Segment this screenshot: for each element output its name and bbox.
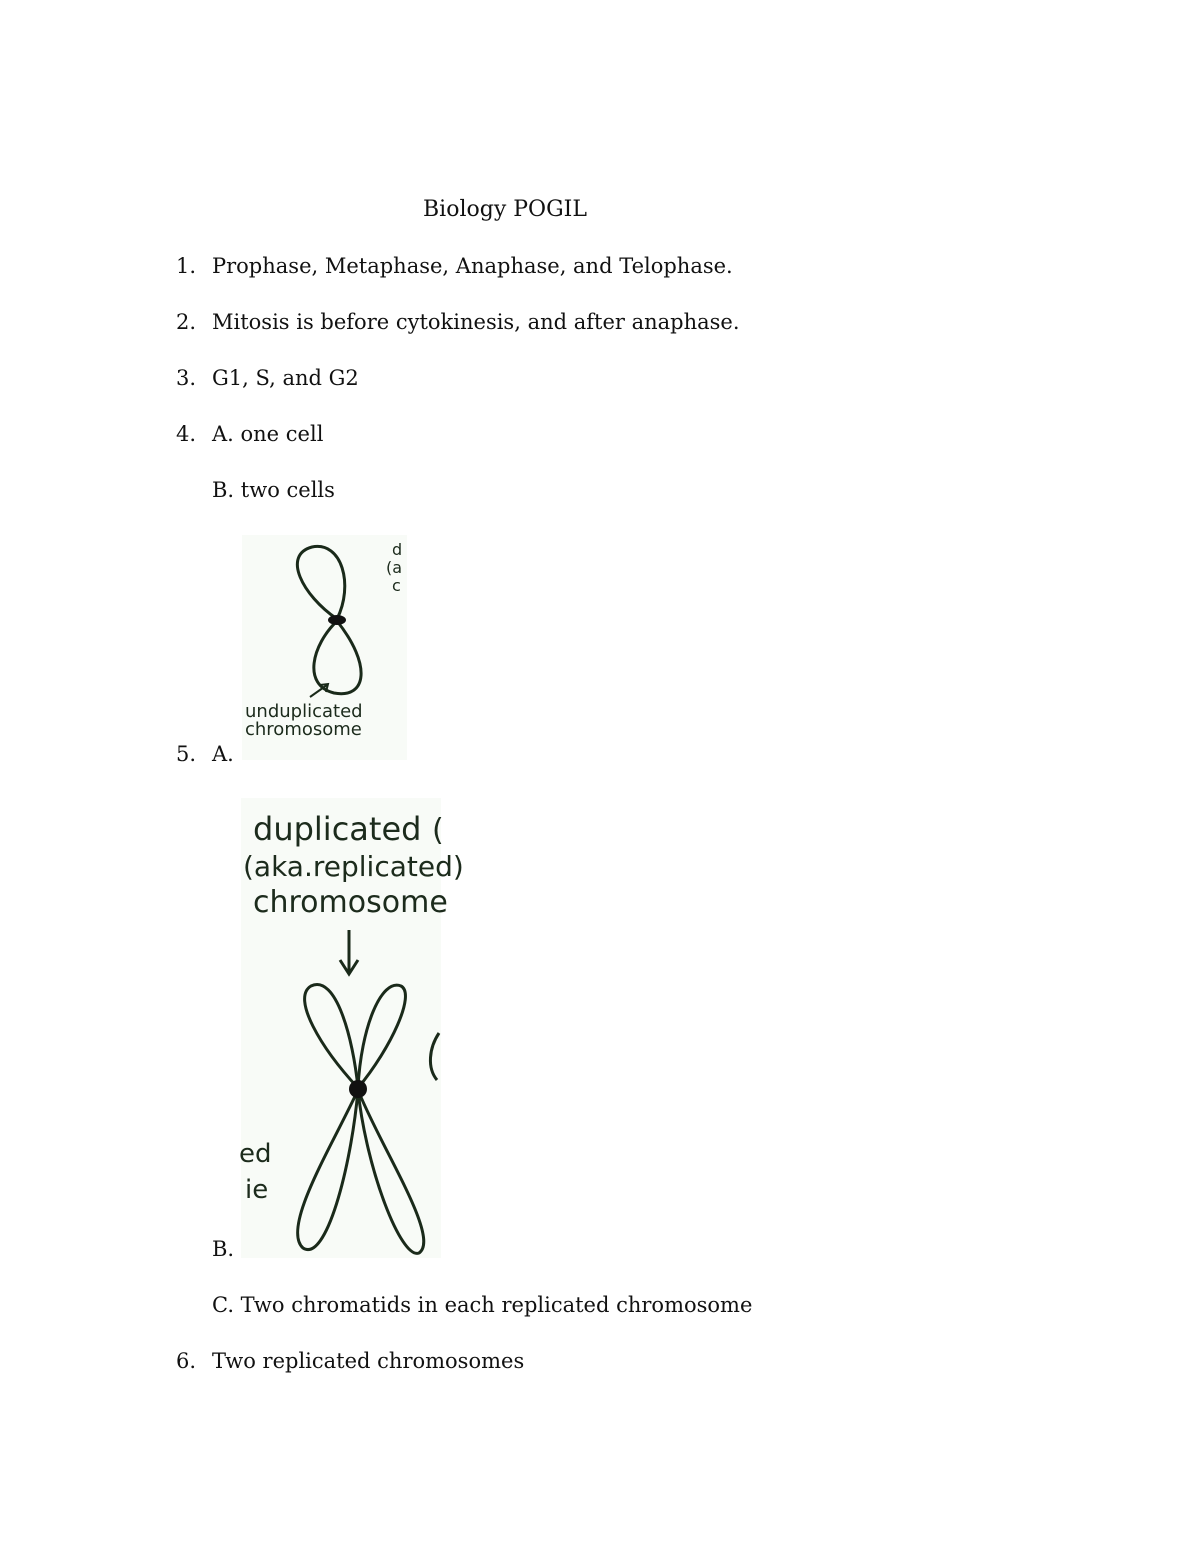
chromosome-upper-arm [297,546,344,619]
chromatid-upper-left [305,985,358,1088]
figure-b-label-3: chromosome [253,885,448,920]
cropped-text: (a [386,558,403,577]
cropped-text: ie [245,1175,269,1205]
item-text: G1, S, and G2 [212,366,359,390]
chromatid-upper-right [358,985,405,1088]
figure-b-label-1: duplicated [253,810,422,848]
item-text: B. two cells [212,478,335,502]
item-number: 4. [176,422,197,446]
centromere [328,615,346,625]
item-text: Mitosis is before cytokinesis, and after anaphase. [212,310,740,334]
item-number: 2. [176,310,197,334]
cropped-text: c [392,576,401,595]
cropped-text: d [392,540,403,559]
cropped-text: ed [239,1139,272,1169]
figure-a-label-1: unduplicated [245,701,363,722]
item-number: 1. [176,254,197,278]
chromosome-lower-arm [314,621,361,694]
item-text: C. Two chromatids in each replicated chromosome [212,1293,753,1317]
item-text: Prophase, Metaphase, Anaphase, and Telophase. [212,254,733,278]
item-number: 5. [176,742,197,766]
duplicated-chromosome-figure [239,798,464,1258]
item-text: A. one cell [212,422,324,446]
arrow-line [310,685,327,697]
item-number: 6. [176,1349,197,1373]
figure-b-label-2: (aka.replicated) [243,850,464,883]
item-number: 3. [176,366,197,390]
item-text: B. [212,1237,235,1261]
cropped-text: ( [432,813,444,848]
cropped-shape [430,1033,439,1080]
chromatid-lower-right [358,1090,424,1253]
figure-a-label-2: chromosome [245,719,362,740]
page-title: Biology POGIL [423,197,587,222]
chromatid-lower-left [298,1090,358,1250]
unduplicated-chromosome-figure [242,535,407,760]
centromere [349,1080,367,1098]
item-text: Two replicated chromosomes [212,1349,525,1373]
item-text: A. [212,742,234,766]
